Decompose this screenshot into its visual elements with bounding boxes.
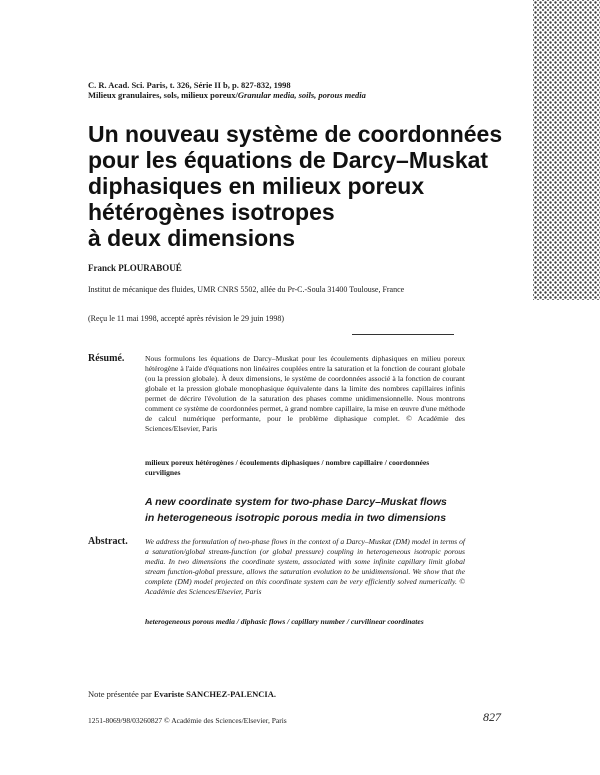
title-line: hétérogènes isotropes xyxy=(88,199,335,225)
author-affiliation: Institut de mécanique des fluides, UMR CNRS 5502, allée du Pr-C.-Soula 31400 Toulouse, France xyxy=(88,285,405,294)
note-prefix: Note présentée par xyxy=(88,689,152,699)
topic-french: Milieux granulaires, sols, milieux poreux xyxy=(88,90,236,100)
resume-text: Nous formulons les équations de Darcy–Muskat pour les écoulements diphasiques en milieu poreux hétérogène à l'aide d'équations non linéaires couplées entre la saturation et la fonction de courant globale (ou la pression globale). À deux dimensions, le système de coordonnées associé à la fonction de courant globale et la pression globale monophasique équivalente dans la limite des nombres capillaires infinis permet de décrire l'évolution de la saturation des phases comme unidimensionnelle. Nous montrons comment ce système de coordonnées permet, à grand nombre capillaire, la mise en œuvre d'une méthode de calcul numérique performante, pour le problème diphasique complet. © Académie des Sciences/Elsevier, Paris xyxy=(145,354,465,433)
presentation-note xyxy=(88,689,276,699)
title-line: Un nouveau système de coordonnées xyxy=(88,121,503,147)
topic-english: Granular media, soils, porous media xyxy=(237,90,366,100)
journal-header xyxy=(88,80,508,100)
copyright-footer: 1251-8069/98/03260827 © Académie des Sciences/Elsevier, Paris xyxy=(88,716,287,725)
journal-topic: Milieux granulaires, sols, milieux poreux/Granular media, soils, porous media xyxy=(88,90,366,100)
english-title-line: A new coordinate system for two-phase Darcy–Muskat flows xyxy=(145,496,447,508)
title-line: diphasiques en milieux poreux xyxy=(88,173,425,199)
resume-keywords: milieux poreux hétérogènes / écoulements diphasiques / nombre capillaire / coordonnées curvilignes xyxy=(145,458,430,477)
author-name: Franck PLOURABOUÉ xyxy=(88,263,182,273)
english-title xyxy=(145,494,465,526)
title-line: pour les équations de Darcy–Muskat xyxy=(88,147,489,173)
page-number: 827 xyxy=(483,710,501,724)
english-title-line: in heterogeneous isotropic porous media in two dimensions xyxy=(145,512,447,524)
submission-dates: (Reçu le 11 mai 1998, accepté après révision le 29 juin 1998) xyxy=(88,314,285,323)
resume-label: Résumé. xyxy=(88,353,125,364)
title-line: à deux dimensions xyxy=(88,225,296,251)
paper-title xyxy=(88,121,528,251)
journal-citation: C. R. Acad. Sci. Paris, t. 326, Série II b, p. 827-832, 1998 xyxy=(88,80,291,90)
note-presenter: Evariste SANCHEZ-PALENCIA. xyxy=(153,689,276,699)
abstract-text: We address the formulation of two-phase flows in the context of a Darcy–Muskat (DM) model in terms of a saturation/global stream-function (or global pressure) coupling in heterogeneous isotropic porous media. In two dimensions the coordinate system, associated with some infinite capillary limit global stream function-global pressure, allows the saturation evolution to be unidimensional. We show that the complete (DM) model projected on this coordinate system can be very efficiently solved numerically. © Académie des Sciences/Elsevier, Paris xyxy=(145,537,465,596)
decorative-dot-pattern xyxy=(533,0,600,300)
abstract-label: Abstract. xyxy=(88,536,128,547)
abstract-keywords: heterogeneous porous media / diphasic flows / capillary number / curvilinear coordinates xyxy=(145,617,424,626)
divider xyxy=(352,334,454,335)
